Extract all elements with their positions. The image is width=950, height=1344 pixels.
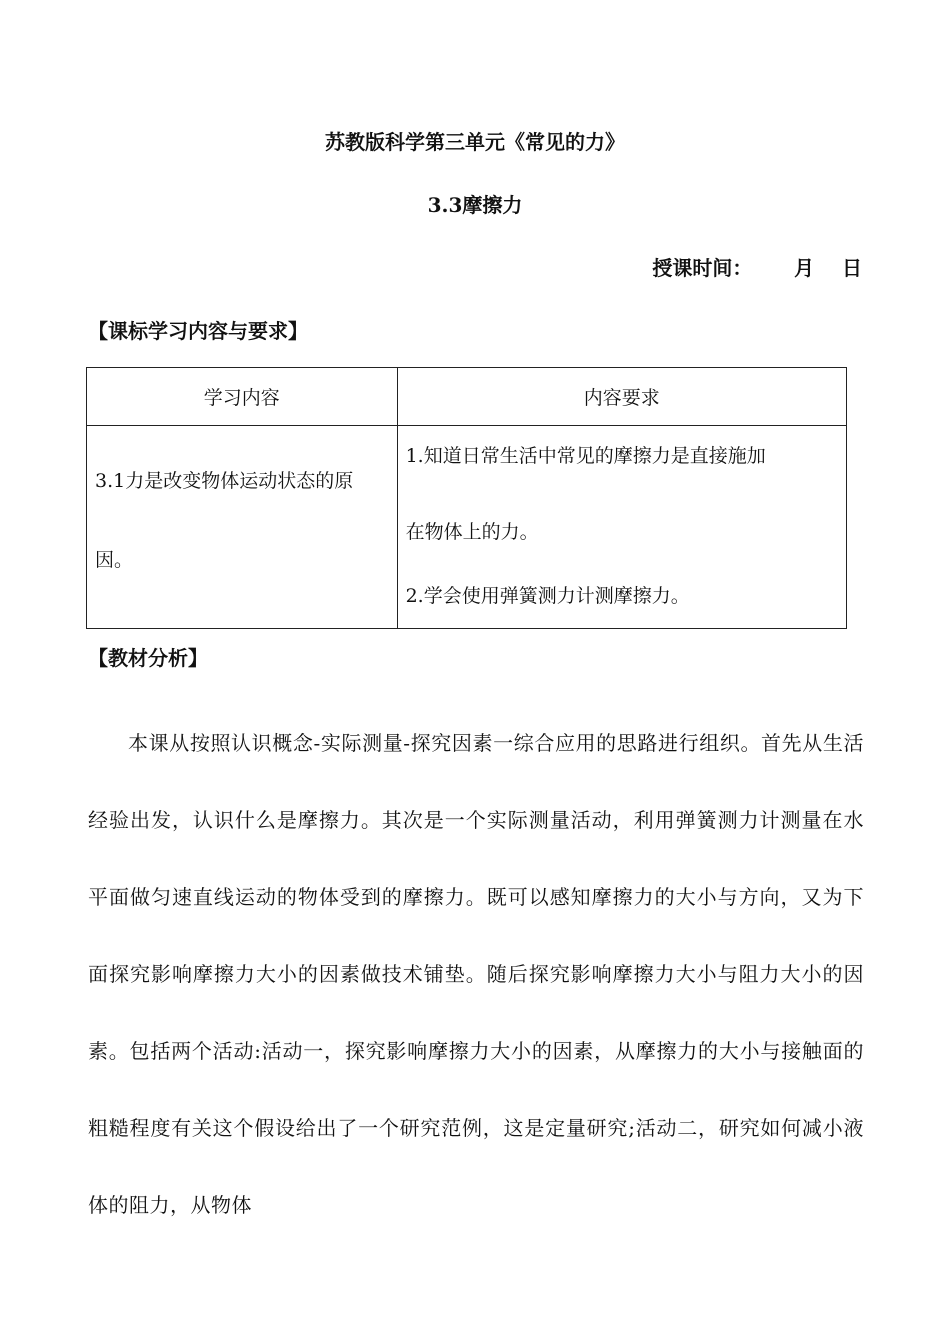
lesson-title: 3.3摩擦力 [427,193,523,217]
learning-content-text: 3.1力是改变物体运动状态的原因。 [95,470,354,571]
table-header-content: 学习内容 [87,368,398,426]
table-cell-requirements [397,426,846,629]
requirement-line: 2.学会使用弹簧测力计测摩擦力。 [405,585,690,607]
analysis-heading: 【教材分析】 [88,646,208,670]
requirement-line: 1.知道日常生活中常见的摩擦力是直接施加 [405,445,766,467]
standards-table [86,367,847,629]
table-cell-content [87,426,398,629]
standards-heading: 【课标学习内容与要求】 [88,319,308,343]
table-header-requirements: 内容要求 [397,368,846,426]
teaching-date-line: 授课时间： 月 日 [652,256,862,280]
unit-title: 苏教版科学第三单元《常见的力》 [325,130,625,154]
table-row [87,426,847,629]
requirement-line: 在物体上的力。 [405,521,539,543]
analysis-paragraph: 本课从按照认识概念-实际测量-探究因素一综合应用的思路进行组织。首先从生活经验出发，认识什么是摩擦力。其次是一个实际测量活动，利用弹簧测力计测量在水平面做匀速直线运动的物体受到的摩擦力。既可以感知摩擦力的大小与方向，又为下面探究影响摩擦力大小的因素做技术铺垫。随后探究影响摩擦力大小与阻力大小的因素。包括两个活动:活动一，探究影响摩擦力大小的因素，从摩擦力的大小与接触面的粗糙程度有关这个假设给出了一个研究范例，这是定量研究;活动二，研究如何减小液体的阻力，从物体 [88,731,864,1217]
table-header-row [87,368,847,426]
